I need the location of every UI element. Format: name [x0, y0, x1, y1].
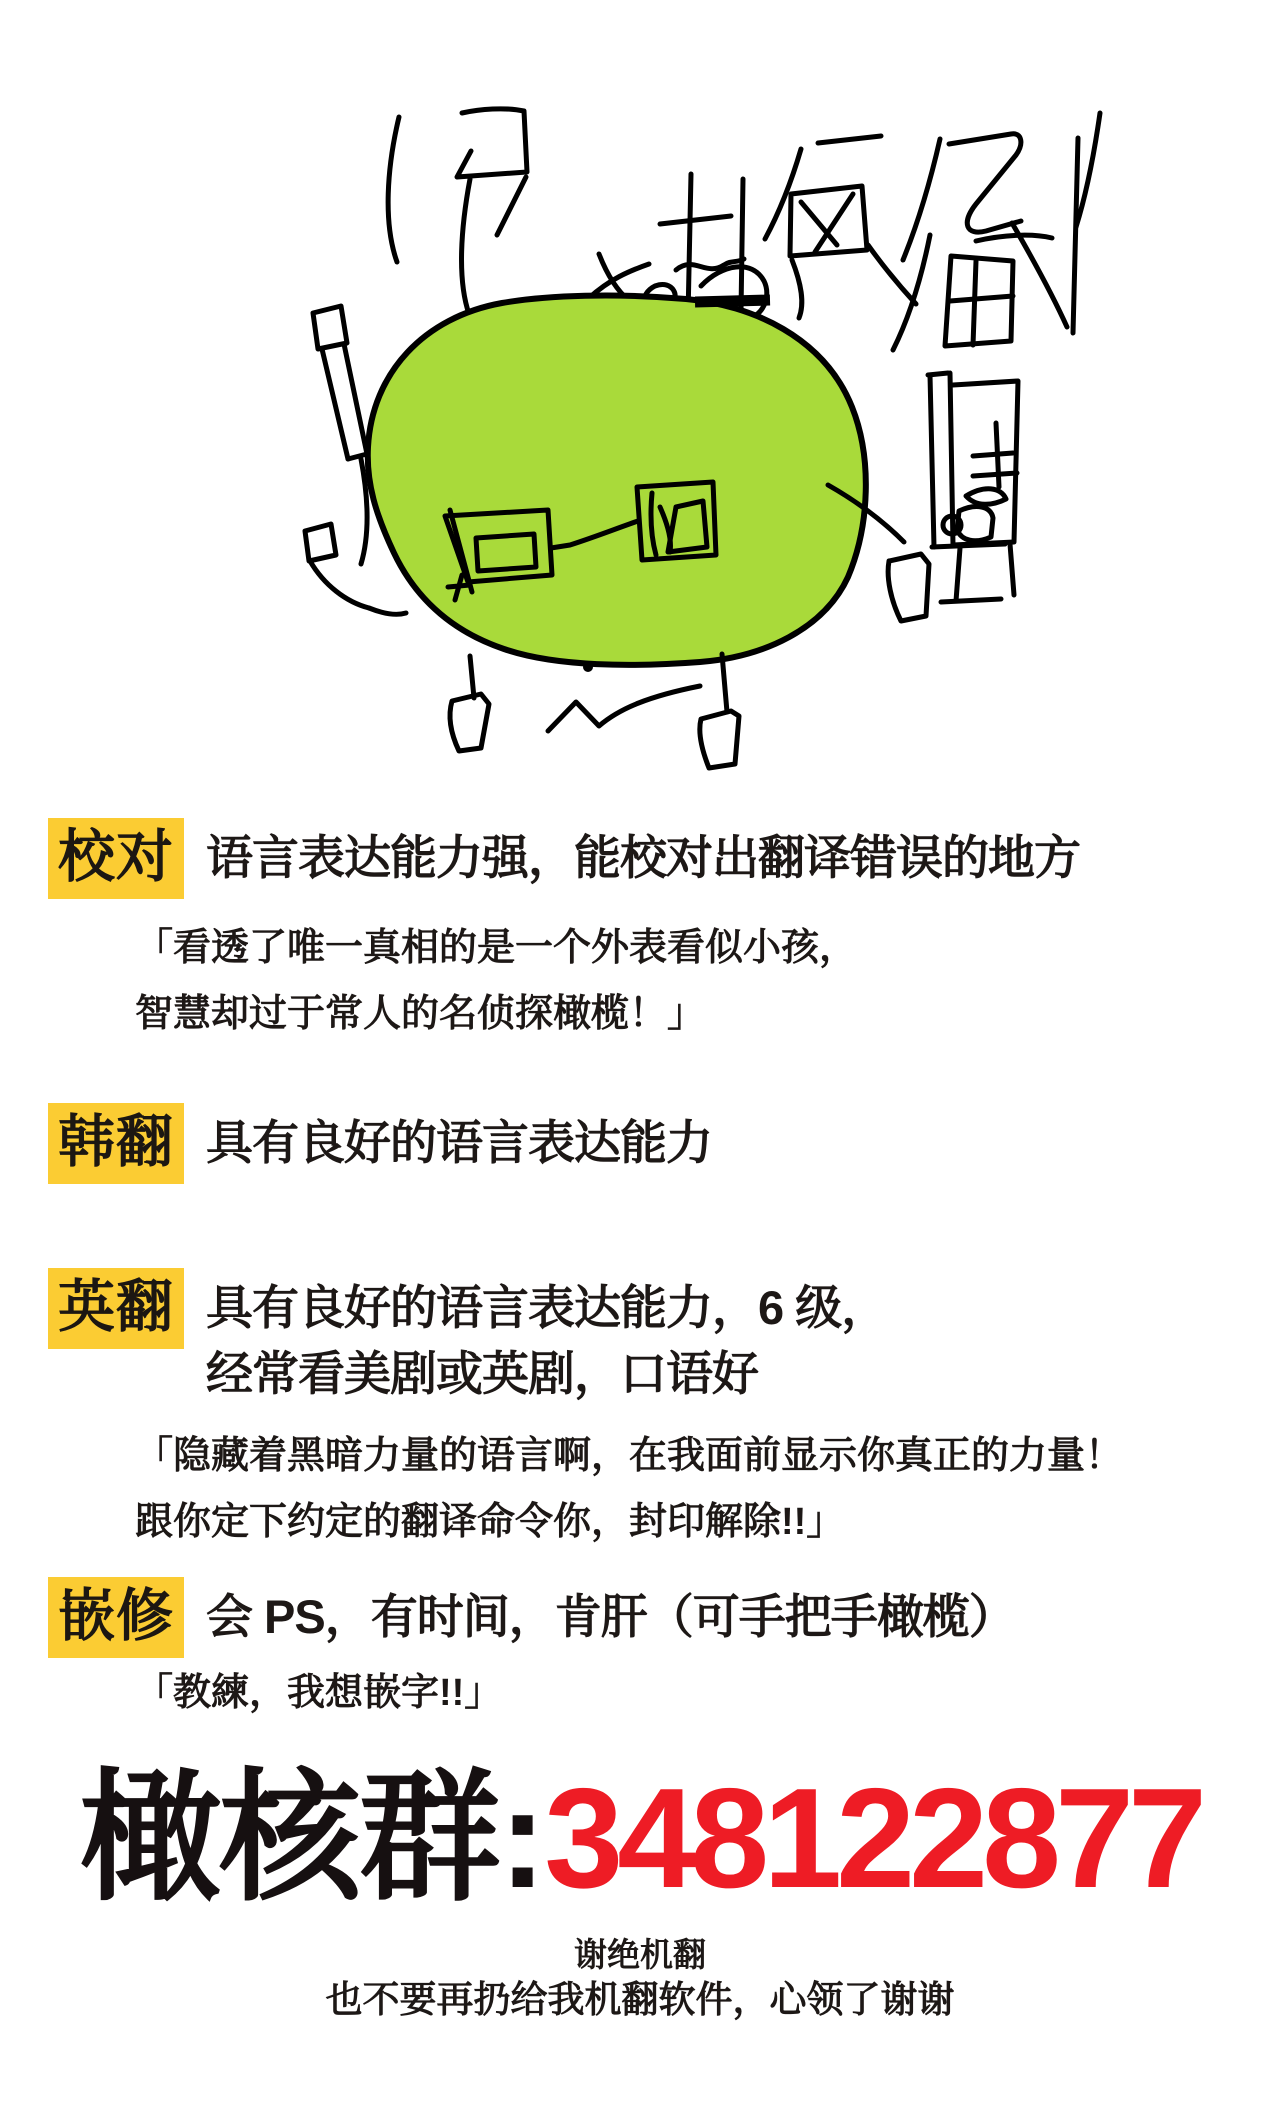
qq-group-number: 348122877	[544, 1759, 1202, 1918]
role-tag-proofread: 校对	[48, 818, 184, 899]
quote-line: 「教練，我想嵌字!!」	[135, 1672, 503, 1714]
section-typesetting	[0, 1577, 1280, 1658]
mascot-face	[548, 662, 700, 731]
section-english-translation	[0, 1268, 1280, 1407]
quote-line: 跟你定下约定的翻译命令你，封印解除!!」	[135, 1501, 845, 1543]
role-requirements-typesetting	[206, 1577, 1015, 1650]
qq-group-line	[0, 1750, 1280, 1928]
olive-blob-body	[368, 296, 866, 665]
quote-typesetting	[0, 1660, 1280, 1726]
no-machine-translation-note-detail: 也不要再扔给我机翻软件，心领了谢谢	[325, 1979, 955, 2020]
quote-line: 「看透了唯一真相的是一个外表看似小孩，	[135, 927, 858, 969]
requirement-line: 经常看美剧或英剧，口语好	[206, 1347, 758, 1400]
legs-and-feet	[450, 654, 739, 768]
recruitment-text	[0, 818, 1280, 2024]
section-korean-translation	[0, 1103, 1280, 1184]
section-proofread	[0, 818, 1280, 899]
quote-english	[0, 1423, 1280, 1555]
olive-mascot-drawing	[0, 55, 1280, 795]
requirement-line: 具有良好的语言表达能力，6 级，	[206, 1281, 888, 1334]
quote-proofread	[0, 915, 1280, 1047]
quote-line: 「隐藏着黑暗力量的语言啊，在我面前显示你真正的力量！	[135, 1435, 1124, 1477]
role-tag-english: 英翻	[48, 1268, 184, 1349]
no-machine-translation-note: 谢绝机翻	[574, 1936, 706, 1973]
quote-line: 智慧却过于常人的名侦探橄榄！」	[135, 993, 706, 1035]
role-requirements-english	[206, 1268, 887, 1407]
role-tag-typesetting: 嵌修	[48, 1577, 184, 1658]
requirement-line: 会 PS，有时间，肯肝（可手把手橄榄）	[206, 1590, 1015, 1643]
role-requirements-proofread	[206, 818, 1080, 891]
role-requirements-korean	[206, 1103, 712, 1176]
requirement-line: 语言表达能力强，能校对出翻译错误的地方	[206, 831, 1080, 884]
requirement-line: 具有良好的语言表达能力	[206, 1116, 712, 1169]
role-tag-korean: 韩翻	[48, 1103, 184, 1184]
qq-group-label: 橄核群:	[78, 1759, 545, 1918]
